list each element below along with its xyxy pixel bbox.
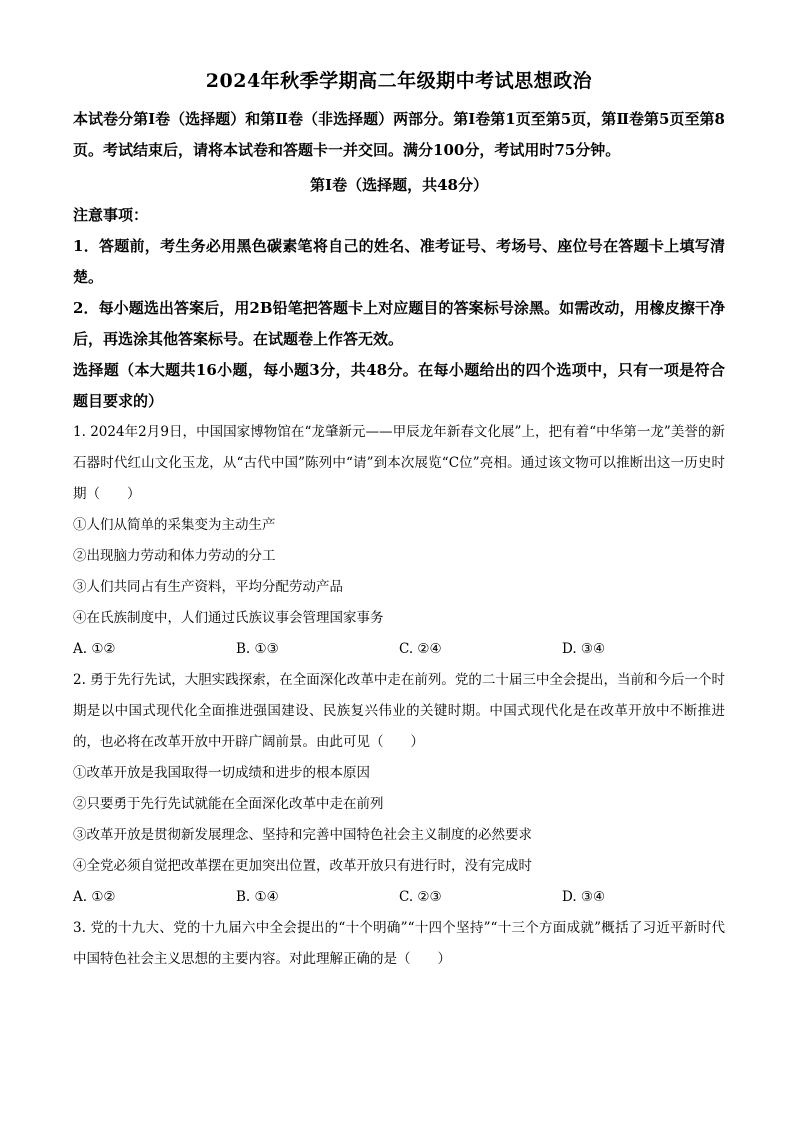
statement: ①改革开放是我国取得一切成绩和进步的根本原因 (73, 765, 370, 781)
exam-page (73, 68, 725, 975)
choice-d: D. ③④ (562, 889, 606, 905)
statement: ①人们从简单的采集变为主动生产 (73, 517, 276, 533)
section-heading: 第Ⅰ卷（选择题，共48分） (310, 176, 488, 194)
choice-c: C. ②④ (399, 641, 442, 657)
note-item: 2．每小题选出答案后，用2B铅笔把答题卡上对应题目的答案标号涂黑。如需改动，用橡皮擦干净后，再选涂其他答案标号。在试题卷上作答无效。 (73, 299, 725, 348)
question-1 (73, 417, 725, 665)
note-item: 1．答题前，考生务必用黑色碳素笔将自己的姓名、准考证号、考场号、座位号在答题卡上填写清楚。 (73, 237, 725, 286)
statement: ③人们共同占有生产资料，平均分配劳动产品 (73, 579, 343, 595)
statement: ④在氏族制度中，人们通过氏族议事会管理国家事务 (73, 610, 384, 626)
question-stem: 1. 2024年2月9日，中国国家博物馆在“龙肇新元——甲辰龙年新春文化展”上，把有着“中华第一龙”美誉的新石器时代红山文化玉龙，从“古代中国”陈列中“请”到本次展览“C位”亮相。通过该文物可以推断出这一历史时期（ ） (73, 424, 725, 502)
question-3 (73, 913, 725, 975)
statement: ③改革开放是贯彻新发展理念、坚持和完善中国特色社会主义制度的必然要求 (73, 827, 532, 843)
choice-b: B. ①④ (236, 889, 279, 905)
choice-b: B. ①③ (236, 641, 279, 657)
notes-heading: 注意事项： (73, 206, 149, 224)
answer-choices (73, 634, 725, 665)
choice-a: A. ①② (73, 889, 116, 905)
exam-intro: 本试卷分第Ⅰ卷（选择题）和第Ⅱ卷（非选择题）两部分。第Ⅰ卷第1页至第5页，第Ⅱ卷第5页至第8页。考试结束后，请将本试卷和答题卡一并交回。满分100分，考试用时75分钟。 (73, 110, 725, 159)
question-stem: 3. 党的十九大、党的十九届六中全会提出的“十个明确”“十四个坚持”“十三个方面成就”概括了习近平新时代中国特色社会主义思想的主要内容。对此理解正确的是（ ） (73, 920, 725, 967)
statement: ④全党必须自觉把改革摆在更加突出位置，改革开放只有进行时，没有完成时 (73, 858, 532, 874)
choice-a: A. ①② (73, 641, 116, 657)
exam-title: 2024年秋季学期高二年级期中考试思想政治 (205, 70, 593, 92)
statement: ②出现脑力劳动和体力劳动的分工 (73, 548, 276, 564)
question-2 (73, 665, 725, 913)
answer-choices (73, 882, 725, 913)
choice-c: C. ②③ (399, 889, 442, 905)
question-stem: 2. 勇于先行先试，大胆实践探索，在全面深化改革中走在前列。党的二十届三中全会提出，当前和今后一个时期是以中国式现代化全面推进强国建设、民族复兴伟业的关键时期。中国式现代化是在改革开放中不断推进的，也必将在改革开放中开辟广阔前景。由此可见（ ） (73, 672, 725, 750)
choice-d: D. ③④ (562, 641, 606, 657)
mc-instruction: 选择题（本大题共16小题，每小题3分，共48分。在每小题给出的四个选项中，只有一项是符合题目要求的） (73, 361, 725, 410)
statement: ②只要勇于先行先试就能在全面深化改革中走在前列 (73, 796, 384, 812)
